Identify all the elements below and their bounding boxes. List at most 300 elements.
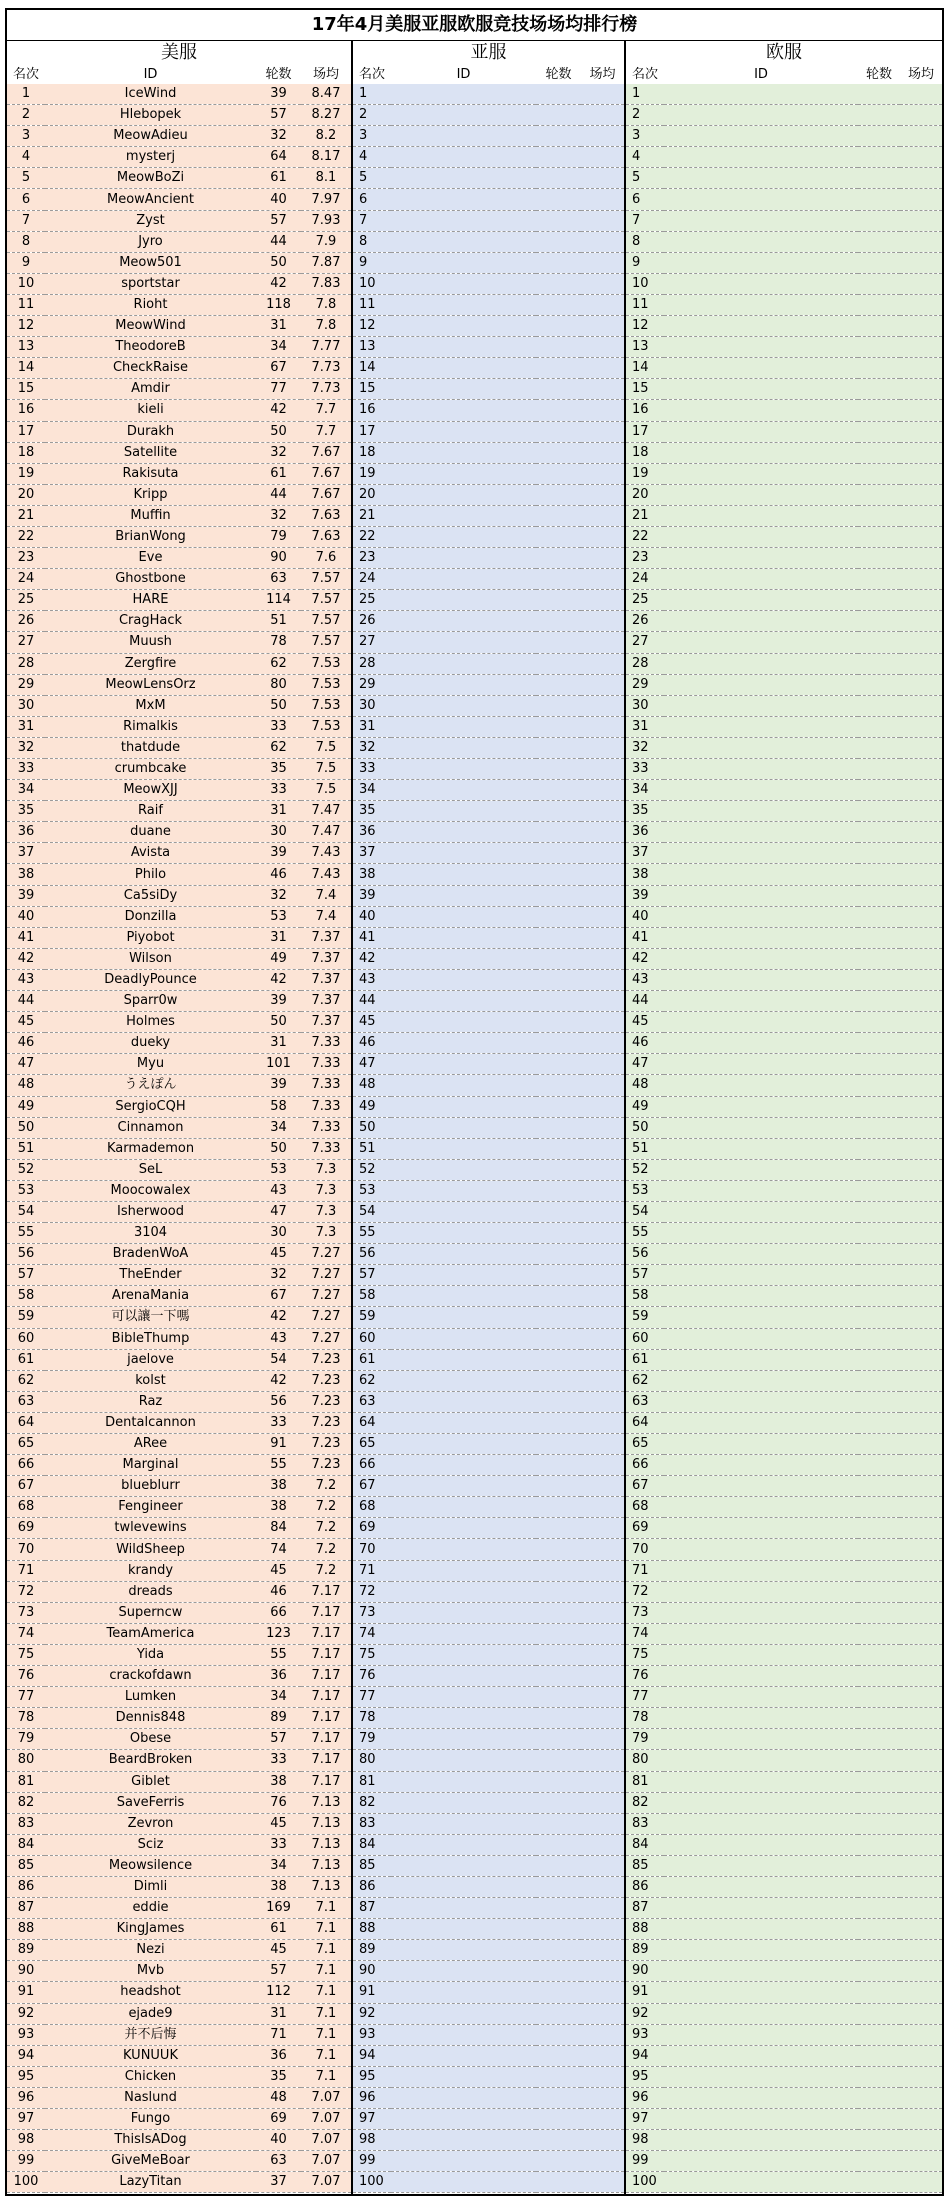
asia-col-avg: 场均 <box>589 67 616 82</box>
average-cell: 7.43 <box>301 843 351 864</box>
rank-cell: 96 <box>7 2087 45 2108</box>
rank-cell: 9 <box>626 252 664 273</box>
runs-cell <box>858 822 900 843</box>
rank-cell: 40 <box>626 906 664 927</box>
table-row <box>7 1434 351 1455</box>
runs-cell <box>858 421 900 442</box>
average-cell: 7.73 <box>301 379 351 400</box>
average-cell <box>581 1961 624 1982</box>
runs-cell: 112 <box>256 1982 301 2003</box>
table-row <box>7 2045 351 2066</box>
average-cell <box>900 1982 942 2003</box>
player-id-cell <box>391 1012 536 1033</box>
table-row <box>626 2130 942 2151</box>
average-cell <box>581 2087 624 2108</box>
average-cell <box>900 1940 942 1961</box>
rank-cell: 57 <box>7 1265 45 1286</box>
average-cell: 7.53 <box>301 716 351 737</box>
rank-cell: 17 <box>626 421 664 442</box>
average-cell <box>900 1876 942 1897</box>
average-cell <box>581 1792 624 1813</box>
player-id-cell: Donzilla <box>45 906 256 927</box>
average-cell <box>900 442 942 463</box>
runs-cell <box>858 294 900 315</box>
table-row <box>353 927 624 948</box>
table-row <box>7 1096 351 1117</box>
average-cell <box>900 1370 942 1391</box>
rank-cell: 76 <box>7 1666 45 1687</box>
table-row <box>7 780 351 801</box>
runs-cell: 50 <box>256 421 301 442</box>
table-row <box>7 716 351 737</box>
player-id-cell: Obese <box>45 1729 256 1750</box>
table-row <box>7 421 351 442</box>
average-cell: 7.43 <box>301 864 351 885</box>
player-id-cell <box>391 1244 536 1265</box>
asia-col-rank: 名次 <box>358 67 385 82</box>
table-row <box>7 379 351 400</box>
player-id-cell <box>664 1666 858 1687</box>
rank-cell: 18 <box>7 442 45 463</box>
player-id-cell <box>664 1813 858 1834</box>
player-id-cell <box>391 1476 536 1497</box>
runs-cell <box>536 1434 581 1455</box>
table-row <box>626 505 942 526</box>
table-row <box>353 442 624 463</box>
player-id-cell <box>664 1223 858 1244</box>
player-id-cell <box>391 1602 536 1623</box>
average-cell <box>581 1012 624 1033</box>
runs-cell <box>858 147 900 168</box>
runs-cell <box>536 1940 581 1961</box>
average-cell <box>900 1729 942 1750</box>
runs-cell <box>536 1581 581 1602</box>
table-row <box>353 590 624 611</box>
average-cell <box>900 189 942 210</box>
runs-cell: 33 <box>256 1834 301 1855</box>
average-cell <box>900 1117 942 1138</box>
rank-cell: 66 <box>626 1455 664 1476</box>
runs-cell <box>536 653 581 674</box>
player-id-cell <box>664 105 858 126</box>
rank-cell: 12 <box>7 316 45 337</box>
average-cell <box>900 1307 942 1328</box>
table-row <box>7 759 351 780</box>
runs-cell <box>536 1054 581 1075</box>
average-cell: 7.57 <box>301 611 351 632</box>
rank-cell: 71 <box>626 1560 664 1581</box>
rank-cell: 14 <box>7 358 45 379</box>
player-id-cell <box>391 1644 536 1665</box>
table-row <box>7 252 351 273</box>
runs-cell <box>858 1813 900 1834</box>
table-row <box>7 1455 351 1476</box>
runs-cell <box>536 969 581 990</box>
table-row <box>626 252 942 273</box>
player-id-cell: Karmademon <box>45 1138 256 1159</box>
runs-cell <box>536 1982 581 2003</box>
rank-cell: 92 <box>7 2003 45 2024</box>
table-row <box>353 1750 624 1771</box>
rank-cell: 93 <box>626 2024 664 2045</box>
player-id-cell <box>391 1455 536 1476</box>
player-id-cell: Myu <box>45 1054 256 1075</box>
rank-cell: 23 <box>626 548 664 569</box>
rank-cell: 44 <box>7 991 45 1012</box>
table-row <box>7 1180 351 1201</box>
average-cell <box>900 1054 942 1075</box>
rank-cell: 55 <box>7 1223 45 1244</box>
rank-cell: 60 <box>353 1328 391 1349</box>
average-cell <box>900 1223 942 1244</box>
rank-cell: 67 <box>353 1476 391 1497</box>
table-row <box>353 1054 624 1075</box>
player-id-cell <box>391 189 536 210</box>
rank-cell: 100 <box>626 2172 664 2193</box>
average-cell <box>581 484 624 505</box>
runs-cell: 63 <box>256 2151 301 2172</box>
runs-cell <box>536 1687 581 1708</box>
rank-cell: 89 <box>353 1940 391 1961</box>
rank-cell: 21 <box>7 505 45 526</box>
rank-cell: 83 <box>626 1813 664 1834</box>
table-row <box>7 1961 351 1982</box>
player-id-cell <box>664 1159 858 1180</box>
rank-cell: 55 <box>353 1223 391 1244</box>
player-id-cell <box>664 294 858 315</box>
table-row <box>626 210 942 231</box>
rank-cell: 56 <box>7 1244 45 1265</box>
runs-cell <box>536 442 581 463</box>
player-id-cell: BeardBroken <box>45 1750 256 1771</box>
table-row <box>7 1687 351 1708</box>
rank-cell: 75 <box>626 1644 664 1665</box>
player-id-cell <box>664 1623 858 1644</box>
rank-cell: 99 <box>7 2151 45 2172</box>
runs-cell <box>536 590 581 611</box>
rank-cell: 74 <box>353 1623 391 1644</box>
player-id-cell <box>391 421 536 442</box>
runs-cell <box>536 2172 581 2193</box>
runs-cell <box>858 337 900 358</box>
rank-cell: 62 <box>7 1370 45 1391</box>
table-row <box>353 1666 624 1687</box>
player-id-cell <box>391 1180 536 1201</box>
player-id-cell: Dennis848 <box>45 1708 256 1729</box>
rank-cell: 74 <box>7 1623 45 1644</box>
rank-cell: 64 <box>353 1412 391 1433</box>
runs-cell <box>858 1560 900 1581</box>
runs-cell <box>536 1876 581 1897</box>
table-row <box>626 1560 942 1581</box>
average-cell <box>581 1138 624 1159</box>
player-id-cell <box>391 1771 536 1792</box>
rank-cell: 1 <box>7 84 45 105</box>
player-id-cell: Rakisuta <box>45 463 256 484</box>
player-id-cell: GiveMeBoar <box>45 2151 256 2172</box>
player-id-cell <box>664 1961 858 1982</box>
table-row <box>626 1813 942 1834</box>
runs-cell: 47 <box>256 1201 301 1222</box>
table-row <box>353 1792 624 1813</box>
runs-cell <box>858 1919 900 1940</box>
player-id-cell: kieli <box>45 400 256 421</box>
table-row <box>7 927 351 948</box>
player-id-cell <box>391 1919 536 1940</box>
player-id-cell <box>664 421 858 442</box>
average-cell <box>581 864 624 885</box>
table-row <box>626 1940 942 1961</box>
average-cell <box>900 147 942 168</box>
table-row <box>7 2066 351 2087</box>
player-id-cell: Lumken <box>45 1687 256 1708</box>
runs-cell: 42 <box>256 1370 301 1391</box>
runs-cell <box>536 526 581 547</box>
player-id-cell <box>391 991 536 1012</box>
table-row <box>353 316 624 337</box>
runs-cell <box>858 1391 900 1412</box>
runs-cell: 33 <box>256 1750 301 1771</box>
player-id-cell <box>664 1054 858 1075</box>
table-row <box>626 1497 942 1518</box>
rank-cell: 37 <box>353 843 391 864</box>
player-id-cell <box>664 569 858 590</box>
runs-cell: 45 <box>256 1813 301 1834</box>
average-cell <box>581 147 624 168</box>
runs-cell <box>536 1138 581 1159</box>
rank-cell: 65 <box>7 1434 45 1455</box>
runs-cell <box>858 2109 900 2130</box>
runs-cell: 40 <box>256 189 301 210</box>
runs-cell <box>858 801 900 822</box>
rank-cell: 16 <box>626 400 664 421</box>
average-cell <box>581 1328 624 1349</box>
table-row <box>7 906 351 927</box>
average-cell: 7.23 <box>301 1370 351 1391</box>
average-cell <box>581 1813 624 1834</box>
rank-cell: 30 <box>7 695 45 716</box>
table-row <box>626 1223 942 1244</box>
average-cell <box>581 759 624 780</box>
runs-cell: 57 <box>256 210 301 231</box>
average-cell: 7.1 <box>301 1919 351 1940</box>
rank-cell: 24 <box>353 569 391 590</box>
runs-cell <box>536 105 581 126</box>
average-cell <box>581 252 624 273</box>
player-id-cell <box>391 273 536 294</box>
player-id-cell: BibleThump <box>45 1328 256 1349</box>
runs-cell <box>858 316 900 337</box>
player-id-cell: Muush <box>45 632 256 653</box>
runs-cell <box>858 84 900 105</box>
rank-cell: 27 <box>626 632 664 653</box>
rank-cell: 37 <box>626 843 664 864</box>
table-row <box>353 1919 624 1940</box>
rank-cell: 4 <box>7 147 45 168</box>
rank-cell: 83 <box>353 1813 391 1834</box>
rank-cell: 11 <box>353 294 391 315</box>
rank-cell: 71 <box>7 1560 45 1581</box>
average-cell <box>900 316 942 337</box>
rank-cell: 81 <box>353 1771 391 1792</box>
average-cell <box>900 948 942 969</box>
runs-cell <box>858 1982 900 2003</box>
runs-cell: 53 <box>256 906 301 927</box>
table-row <box>353 1434 624 1455</box>
rank-cell: 53 <box>353 1180 391 1201</box>
table-row <box>353 1244 624 1265</box>
player-id-cell: ARee <box>45 1434 256 1455</box>
asia-col-id: ID <box>456 67 471 82</box>
rank-cell: 94 <box>7 2045 45 2066</box>
table-row <box>353 991 624 1012</box>
player-id-cell <box>664 1033 858 1054</box>
average-cell: 7.63 <box>301 526 351 547</box>
average-cell <box>581 1434 624 1455</box>
average-cell: 7.2 <box>301 1560 351 1581</box>
average-cell: 7.27 <box>301 1307 351 1328</box>
player-id-cell <box>391 2066 536 2087</box>
player-id-cell <box>391 1412 536 1433</box>
runs-cell: 33 <box>256 780 301 801</box>
player-id-cell <box>664 1581 858 1602</box>
rank-cell: 31 <box>353 716 391 737</box>
player-id-cell <box>391 1560 536 1581</box>
rank-cell: 45 <box>353 1012 391 1033</box>
player-id-cell: Holmes <box>45 1012 256 1033</box>
table-row <box>353 1539 624 1560</box>
player-id-cell <box>664 210 858 231</box>
player-id-cell: TheodoreB <box>45 337 256 358</box>
player-id-cell: HARE <box>45 590 256 611</box>
player-id-cell <box>664 2172 858 2193</box>
player-id-cell <box>391 126 536 147</box>
average-cell: 7.07 <box>301 2151 351 2172</box>
runs-cell <box>858 1792 900 1813</box>
player-id-cell: MeowXJJ <box>45 780 256 801</box>
table-row <box>626 843 942 864</box>
player-id-cell <box>664 1855 858 1876</box>
table-row <box>353 231 624 252</box>
table-row <box>626 1033 942 1054</box>
runs-cell: 39 <box>256 843 301 864</box>
table-row <box>353 1033 624 1054</box>
rank-cell: 17 <box>353 421 391 442</box>
runs-cell: 57 <box>256 1729 301 1750</box>
table-row <box>7 2130 351 2151</box>
table-row <box>7 991 351 1012</box>
average-cell <box>581 906 624 927</box>
runs-cell: 118 <box>256 294 301 315</box>
runs-cell <box>536 1075 581 1096</box>
player-id-cell <box>664 252 858 273</box>
rank-cell: 14 <box>353 358 391 379</box>
player-id-cell <box>664 1919 858 1940</box>
table-row <box>353 548 624 569</box>
runs-cell <box>536 1286 581 1307</box>
runs-cell <box>858 674 900 695</box>
rank-cell: 57 <box>626 1265 664 1286</box>
rank-cell: 76 <box>626 1666 664 1687</box>
table-row <box>626 105 942 126</box>
player-id-cell <box>391 548 536 569</box>
runs-cell: 51 <box>256 611 301 632</box>
player-id-cell <box>391 1075 536 1096</box>
player-id-cell: SaveFerris <box>45 1792 256 1813</box>
table-row <box>626 548 942 569</box>
runs-cell <box>858 2066 900 2087</box>
player-id-cell <box>391 400 536 421</box>
table-row <box>7 1265 351 1286</box>
rank-cell: 70 <box>7 1539 45 1560</box>
runs-cell <box>858 2130 900 2151</box>
table-row <box>626 463 942 484</box>
runs-cell <box>858 1940 900 1961</box>
rank-cell: 85 <box>353 1855 391 1876</box>
player-id-cell <box>664 1687 858 1708</box>
table-row <box>353 674 624 695</box>
table-row <box>626 189 942 210</box>
table-row <box>7 463 351 484</box>
runs-cell <box>858 442 900 463</box>
rank-cell: 21 <box>626 505 664 526</box>
runs-cell: 34 <box>256 337 301 358</box>
runs-cell <box>858 969 900 990</box>
rank-cell: 42 <box>626 948 664 969</box>
player-id-cell: ThisIsADog <box>45 2130 256 2151</box>
average-cell <box>900 590 942 611</box>
rank-cell: 71 <box>353 1560 391 1581</box>
player-id-cell <box>664 759 858 780</box>
player-id-cell <box>391 1201 536 1222</box>
average-cell: 7.17 <box>301 1581 351 1602</box>
player-id-cell <box>664 1518 858 1539</box>
runs-cell: 50 <box>256 252 301 273</box>
table-row <box>626 1012 942 1033</box>
rank-cell: 86 <box>7 1876 45 1897</box>
runs-cell <box>858 126 900 147</box>
average-cell: 7.13 <box>301 1792 351 1813</box>
runs-cell <box>536 2151 581 2172</box>
runs-cell: 42 <box>256 969 301 990</box>
table-row <box>7 1497 351 1518</box>
average-cell: 7.57 <box>301 590 351 611</box>
table-row <box>626 1750 942 1771</box>
average-cell: 7.17 <box>301 1602 351 1623</box>
runs-cell <box>536 1750 581 1771</box>
runs-cell <box>858 1138 900 1159</box>
table-row <box>626 379 942 400</box>
player-id-cell <box>664 1180 858 1201</box>
table-row <box>626 1961 942 1982</box>
player-id-cell <box>664 716 858 737</box>
rank-cell: 62 <box>626 1370 664 1391</box>
runs-cell <box>536 505 581 526</box>
eu-leaderboard-table <box>626 84 942 2193</box>
runs-cell <box>536 337 581 358</box>
table-row <box>353 105 624 126</box>
runs-cell: 32 <box>256 126 301 147</box>
average-cell <box>581 126 624 147</box>
player-id-cell <box>391 1265 536 1286</box>
player-id-cell <box>664 948 858 969</box>
runs-cell <box>536 737 581 758</box>
rank-cell: 96 <box>626 2087 664 2108</box>
rank-cell: 50 <box>7 1117 45 1138</box>
player-id-cell <box>391 505 536 526</box>
runs-cell <box>536 1919 581 1940</box>
runs-cell <box>536 2045 581 2066</box>
